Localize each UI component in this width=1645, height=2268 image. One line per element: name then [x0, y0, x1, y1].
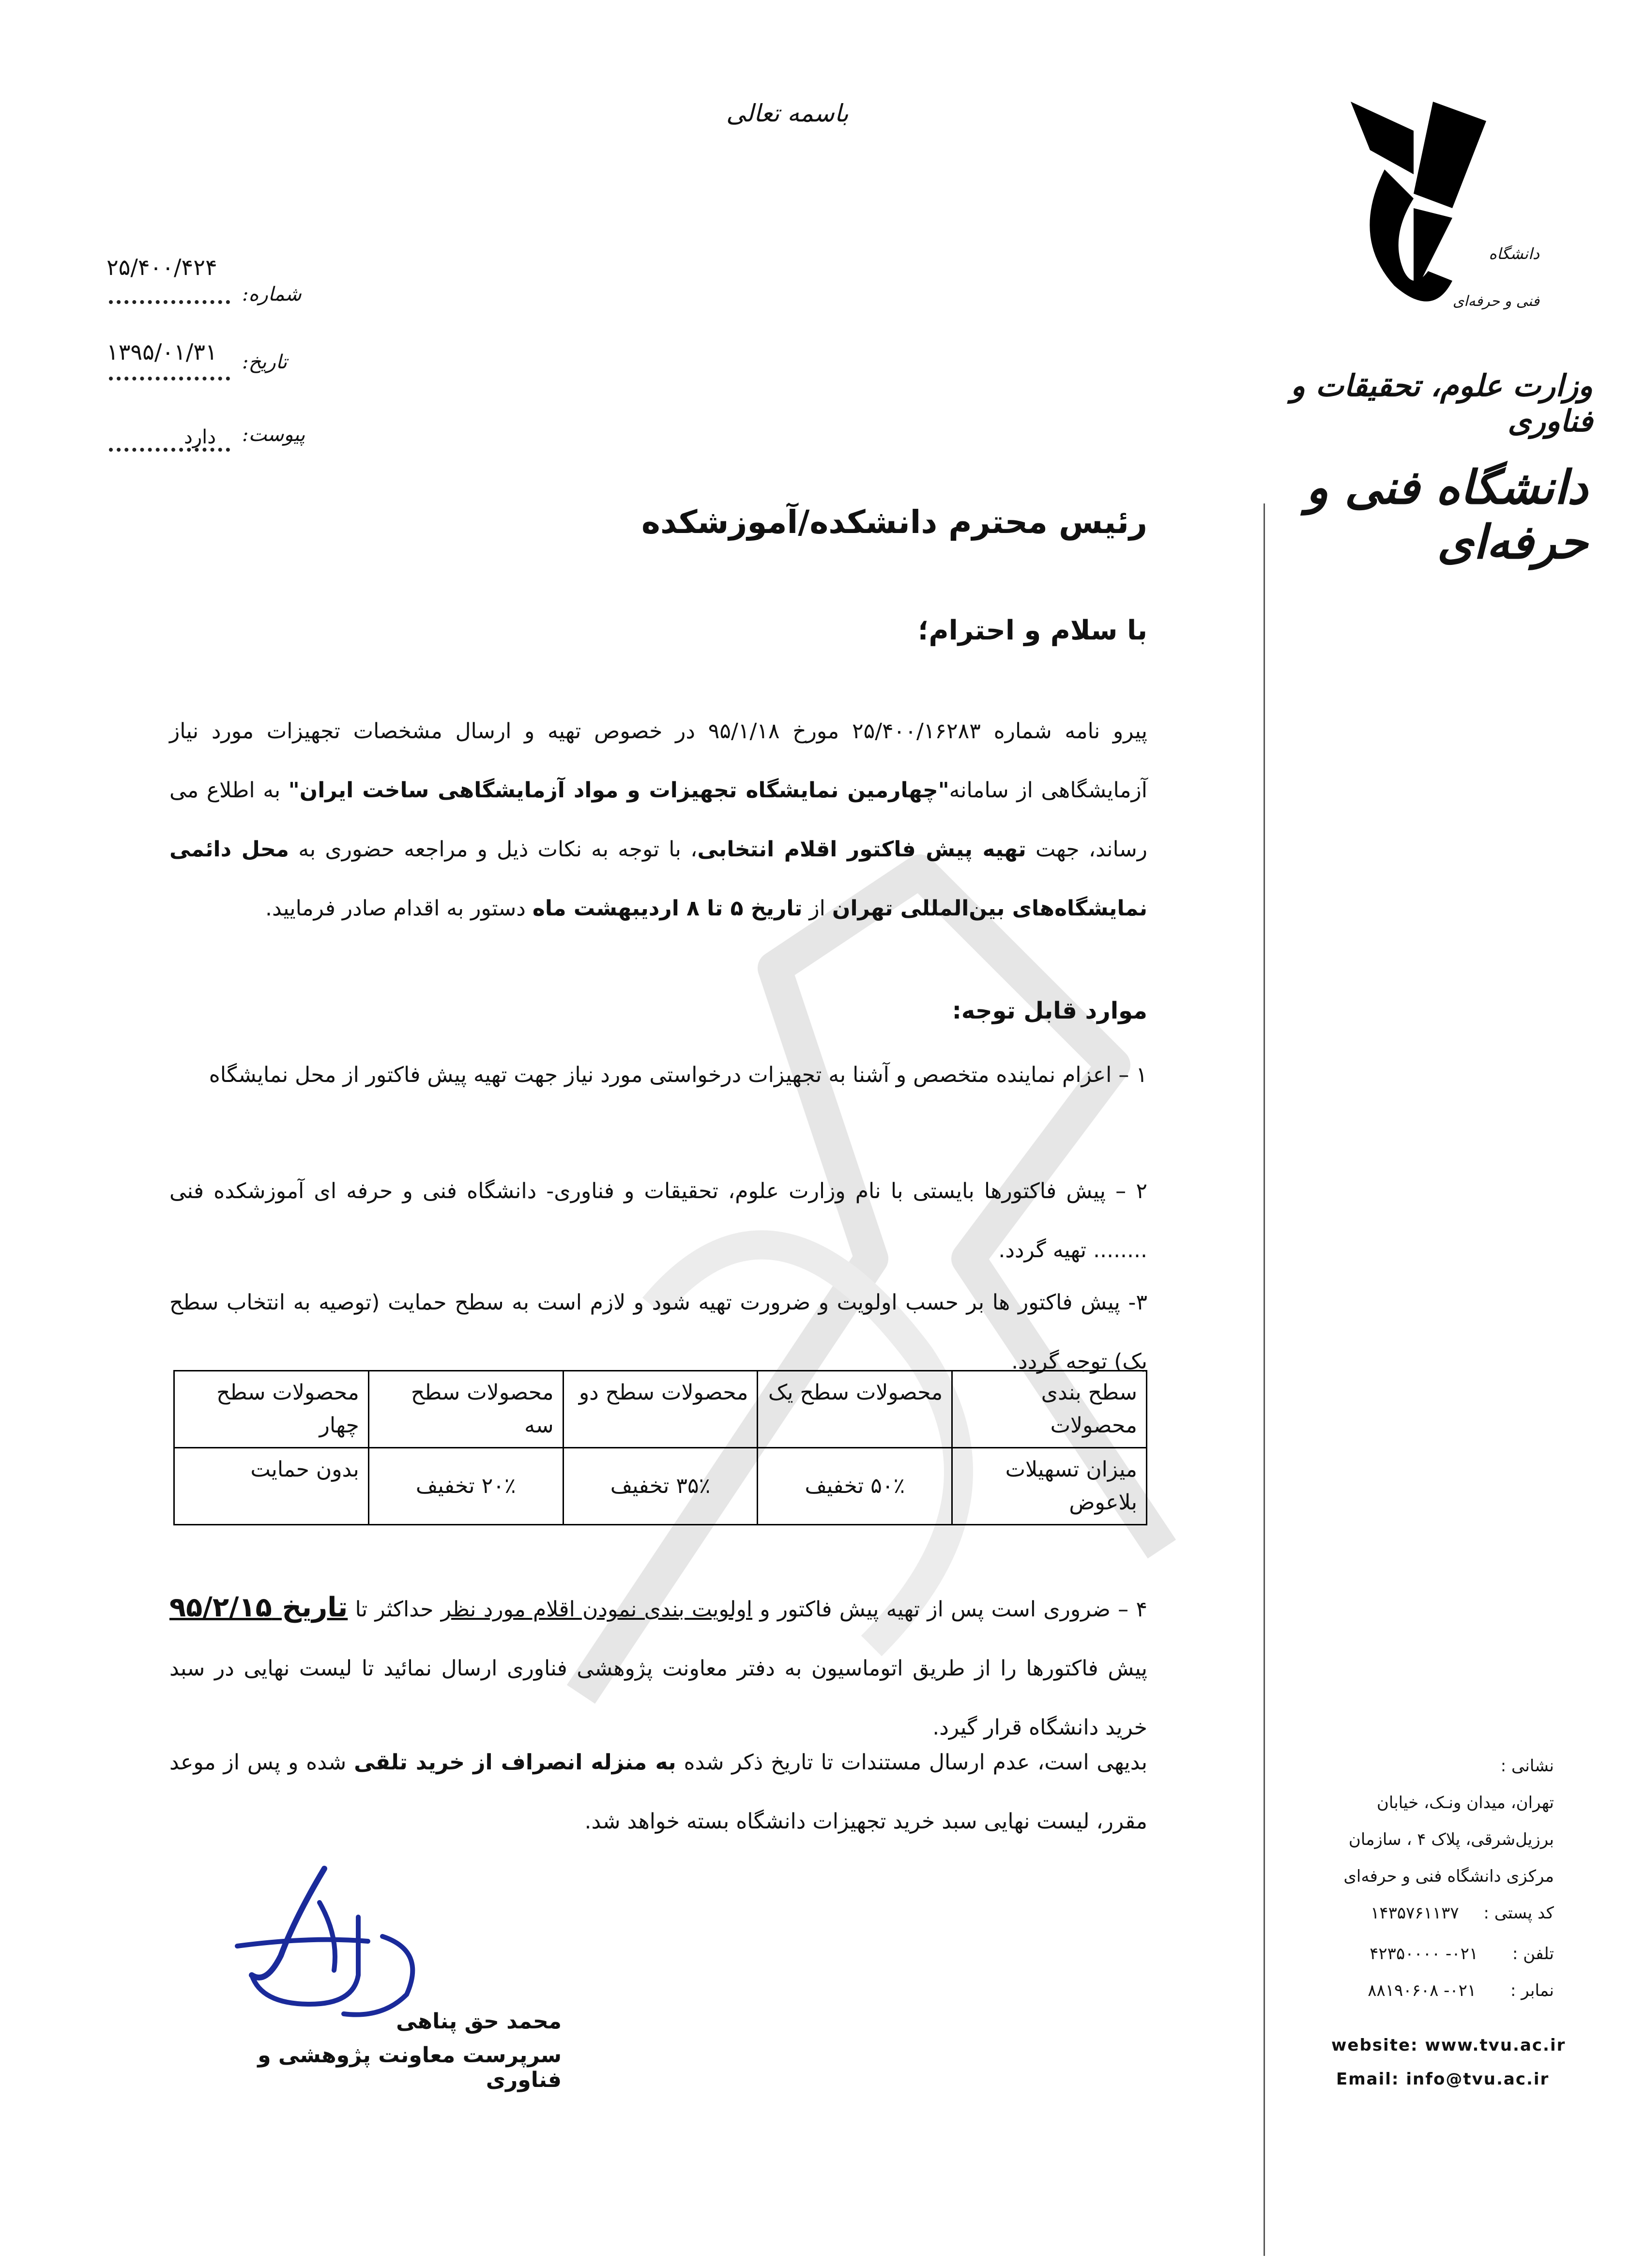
note-2: ۲ – پیش فاکتورها بایستی با نام وزارت علوم، تحقیقات و فناوری- دانشگاه فنی و حرفه ای آموزشکده فنی ........ تهیه گردد.	[169, 1179, 1147, 1263]
date-label: تاریخ:	[242, 351, 288, 373]
address-line-1: تهران، میدان ونـک، خیابان	[1376, 1793, 1554, 1812]
recipient-title: رئیس محترم دانشکده/آموزشکده	[641, 503, 1147, 541]
closing-text-2: شده و پس از موعد مقرر، لیست نهایی سبد خرید تجهیزات دانشگاه بسته خواهد شد.	[169, 1750, 1147, 1834]
greeting: با سلام و احترام؛	[918, 615, 1147, 646]
phone-row	[1302, 1935, 1554, 1972]
date-dotted-line	[109, 377, 230, 381]
notes-heading: موارد قابل توجه:	[952, 997, 1147, 1024]
note-4-text-3: پیش فاکتورها را از طریق اتوماسیون به دفتر معاونت پژوهشی فناوری ارسال نمائید تا لیست نهایی در سبد خرید دانشگاه قرار گیرد.	[169, 1656, 1147, 1740]
table-cell: محصولات سطح سه	[368, 1371, 563, 1448]
proforma-purpose: تهیه پیش فاکتور اقلام انتخابی	[697, 837, 1026, 862]
attachment-label: پیوست:	[242, 424, 305, 446]
postal-code-row	[1302, 1895, 1554, 1932]
deadline-date: تاریخ ۹۵/۲/۱۵	[169, 1592, 348, 1623]
support-levels-table	[173, 1370, 1147, 1525]
note-1: ۱ – اعزام نماینده متخصص و آشنا به تجهیزات درخواستی مورد نیاز جهت تهیه پیش فاکتور از محل نمایشگاه	[209, 1063, 1147, 1087]
fax-label: نمابر :	[1510, 1981, 1554, 2000]
basmala: باسمه تعالی	[726, 99, 849, 127]
exhibition-location: محل دائمی نمایشگاه‌های بین‌المللی تهران	[169, 837, 1147, 921]
table-cell: بدون حمایت	[174, 1448, 369, 1525]
website-link[interactable]: website: www.tvu.ac.ir	[1331, 2036, 1566, 2055]
address-label: نشانی :	[1500, 1756, 1554, 1776]
email-link[interactable]: Email: info@tvu.ac.ir	[1336, 2070, 1550, 2089]
fax-value: ۰۲۱- ۸۸۱۹۰۶۰۸	[1368, 1981, 1477, 2000]
logo-small-text-1: دانشگاه	[1489, 244, 1539, 263]
intro-text-5: دستور به اقدام صادر فرمایید.	[265, 896, 533, 921]
university-logo	[1341, 92, 1496, 324]
prioritization-phrase: اولویت بندی نمودن اقلام مورد نظر	[441, 1597, 753, 1622]
address-line-3: مرکزی دانشگاه فنی و حرفه‌ای	[1343, 1867, 1554, 1886]
vertical-separator	[1264, 503, 1265, 2256]
table-header-row	[174, 1371, 1147, 1448]
number-label: شماره:	[242, 283, 302, 305]
postal-value: ۱۴۳۵۷۶۱۱۳۷	[1371, 1903, 1459, 1923]
note-4-text-2: حداکثر تا	[348, 1597, 441, 1622]
exhibition-name: "چهارمین نمایشگاه تجهیزات و مواد آزمایشگاهی ساخت ایران"	[288, 778, 949, 803]
intro-text-3: ، با توجه به نکات ذیل و مراجعه حضوری به	[289, 837, 698, 862]
note-3: ۳- پیش فاکتور ها بر حسب اولویت و ضرورت تهیه شود و لازم است به سطح حمایت (توصیه به انتخاب سطح یک) توجه گردد.	[169, 1290, 1147, 1374]
table-row	[174, 1448, 1147, 1525]
postal-label: کد پستی :	[1483, 1903, 1554, 1923]
exhibition-dates: تاریخ ۵ تا ۸ اردیبهشت ماه	[532, 896, 803, 921]
table-cell: ۳۵٪ تخفیف	[563, 1448, 758, 1525]
number-dotted-line	[109, 300, 230, 304]
letter-date: ۱۳۹۵/۰۱/۳۱	[107, 339, 217, 365]
closing-paragraph	[169, 1733, 1147, 1851]
attachment-value: دارد	[184, 426, 216, 448]
university-name: دانشگاه فنی و حرفه‌ای	[1306, 460, 1588, 569]
signatory-name: محمد حق پناهی	[396, 2009, 562, 2034]
table-cell: ۵۰٪ تخفیف	[758, 1448, 952, 1525]
table-cell: محصولات سطح یک	[758, 1371, 952, 1448]
table-cell: محصولات سطح دو	[563, 1371, 758, 1448]
intro-text-1: پیرو نامه شماره ۲۵/۴۰۰/۱۶۲۸۳ مورخ ۹۵/۱/۱۸ در خصوص تهیه و ارسال مشخصات تجهیزات مورد نیاز آزمایشگاهی از سامانه	[169, 719, 1148, 803]
note-4-text-1: ۴ – ضروری است پس از تهیه پیش فاکتور و	[752, 1597, 1148, 1622]
address-line-2: برزیل‌شرقی، پلاک ۴ ، سازمان	[1348, 1830, 1554, 1849]
signatory-position: سرپرست معاونت پژوهشی و فناوری	[258, 2043, 562, 2092]
intro-text-4: از	[802, 896, 832, 921]
table-cell: سطح بندی محصولات	[952, 1371, 1147, 1448]
logo-small-text-2: فنی و حرفه‌ای	[1452, 293, 1539, 310]
table-cell: محصولات سطح چهار	[174, 1371, 369, 1448]
table-cell: ۲۰٪ تخفیف	[368, 1448, 563, 1525]
fax-row	[1302, 1972, 1554, 2009]
attachment-dotted-line	[109, 448, 230, 452]
phone-value: ۰۲۱- ۴۲۳۵۰۰۰۰	[1370, 1944, 1478, 1964]
letter-number: ۲۵/۴۰۰/۴۲۴	[107, 254, 217, 280]
note-4	[169, 1578, 1147, 1757]
address-block	[1302, 1748, 1554, 2009]
ministry-name: وزارت علوم، تحقیقات و فناوری	[1290, 368, 1593, 439]
closing-text-1: بدیهی است، عدم ارسال مستندات تا تاریخ ذکر شده	[676, 1750, 1147, 1775]
handwritten-signature	[223, 1859, 445, 2024]
intro-text-2: به اطلاع می رساند، جهت	[169, 778, 1147, 862]
intro-paragraph	[169, 702, 1147, 938]
table-cell: میزان تسهیلات بلاعوض	[952, 1448, 1147, 1525]
withdrawal-phrase: به منزله انصراف از خرید تلقی	[354, 1750, 676, 1775]
phone-label: تلفن :	[1512, 1944, 1554, 1964]
